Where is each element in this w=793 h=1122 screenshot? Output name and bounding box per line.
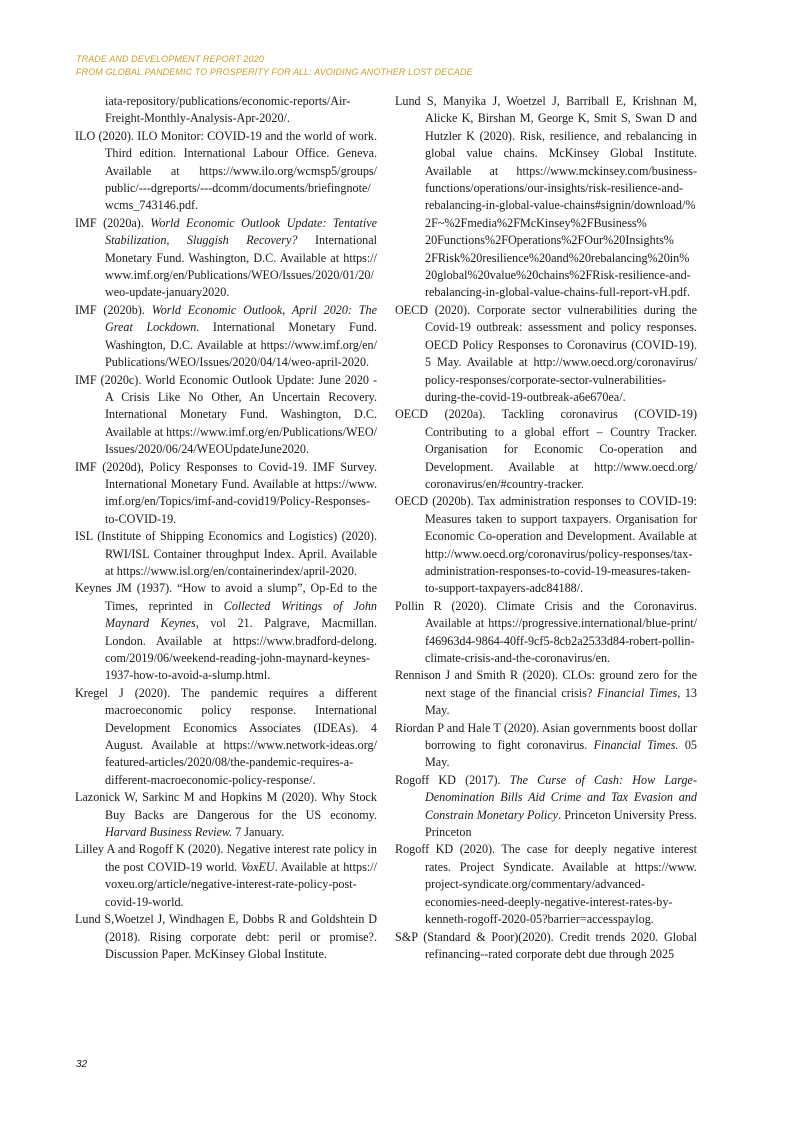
reference-entry [75, 528, 377, 580]
report-subtitle: FROM GLOBAL PANDEMIC TO PROSPERITY FOR ALL: AVOIDING ANOTHER LOST DECADE [76, 66, 473, 77]
reference-text: IMF (2020d), Policy Responses to Covid-19. IMF Survey. International Monetary Fund. Available at https://www.imf.org/en/Topics/imf-and-covid19/Policy-Responses-to-COVID-19. [75, 459, 377, 526]
reference-entry [75, 215, 377, 302]
reference-entry [75, 580, 377, 684]
reference-text: Kregel J (2020). The pandemic requires a different macroeconomic policy response. International Development Economics Associates (IDEAs). 4 August. Available at https://www.network-ideas.org/featured-articles/2020/08/the-pandemic-requires-a-different-macroeconomic-policy-response/. [75, 685, 377, 787]
reference-entry [75, 789, 377, 841]
reference-text: OECD (2020a). Tackling coronavirus (COVID-19) Contributing to a global effort – Country Tracker. Organisation for Economic Co-operation and Development. Available at http://www.oecd.org/coronavirus/en/#country-tracker. [395, 407, 698, 491]
reference-title-italic: Financial Times [597, 685, 678, 700]
left-reference-column [75, 93, 377, 963]
reference-entry [75, 128, 377, 215]
reference-lead: Riordan P and Hale T (2020). Asian governments boost dollar borrowing to fight coronavirus. [395, 720, 697, 753]
reference-text: Lund S, Manyika J, Woetzel J, Barriball E, Krishnan M, Alicke K, Birshan M, George K, Smit S, Swan D and Hutzler K (2020). Risk, resilience, and rebalancing in global value chains. McKinsey Global Institute. Available at https://www.mckinsey.com/business-functions/operations/our-insights/risk-resilience-and-rebalancing-in-global-value-chains#signin/download/%2F~%2Fmedia%2FMcKinsey%2FBusiness%20Functions%2FOperations%2FOur%20Insights%2FRisk%20resilience%20and%20rebalancing%20in%20global%20value%20chains%2FRisk-resilience-and-rebalancing-in-global-value-chains-full-report-vH.pdf. [395, 94, 697, 300]
reference-text: ISL (Institute of Shipping Economics and Logistics) (2020). RWI/ISL Container throughput Index. April. Available at https://www.isl.org/en/containerindex/april-2020. [75, 529, 378, 578]
reference-tail: , vol 21. Palgrave, Macmillan. London. Available at https://www.bradford-delong.com/2019/06/weekend-reading-john-maynard-keynes-1937-how-to-avoid-a-slump.html. [105, 616, 377, 683]
reference-text: OECD (2020). Corporate sector vulnerabilities during the Covid-19 outbreak: assessment and policy responses. OECD Policy Responses to Coronavirus (COVID-19). 5 May. Available at http://www.oecd.org/coronavirus/policy-responses/corporate-sector-vulnerabilities-during-the-covid-19-outbreak-a6e670ea/. [395, 302, 698, 404]
reference-entry [395, 841, 697, 928]
reference-tail: 05 May. [425, 738, 697, 770]
reference-tail: . Princeton University Press.Princeton [425, 807, 698, 840]
reference-text: iata-repository/publications/economic-reports/Air-Freight-Monthly-Analysis-Apr-2020/. [105, 94, 351, 126]
reference-text: Rogoff KD (2020). The case for deeply negative interest rates. Project Syndicate. Available at https://www.project-syndicate.org/commentary/advanced-economies-need-deeply-negative-interest-rates-by-kenneth-rogoff-2020-05?barrier=accesspaylog. [395, 842, 697, 927]
reference-text: S&P (Standard & Poor)(2020). Credit trends 2020. Global refinancing--rated corporate debt due through 2025 [395, 929, 697, 961]
reference-entry [395, 720, 697, 772]
reference-title-italic: Financial Times. [593, 738, 679, 753]
reference-title-italic: Harvard Business Review. [105, 825, 233, 840]
reference-lead: IMF (2020b). [75, 302, 145, 317]
report-title: TRADE AND DEVELOPMENT REPORT 2020 [76, 54, 264, 64]
reference-entry [395, 493, 697, 597]
reference-lead: Keynes JM (1937). “How to avoid a slump”, Op-Ed to the Times, reprinted in [75, 581, 377, 613]
reference-lead: Rogoff KD (2017). [395, 772, 501, 787]
reference-tail: International Monetary Fund. Washington, D.C. Available at https://www.imf.org/en/Publications/WEO/Issues/2020/01/20/weo-update-january2020. [105, 233, 378, 300]
reference-lead: Rennison J and Smith R (2020). CLOs: ground zero for the next stage of the financial crisis? [395, 668, 698, 700]
reference-text: Lund S,Woetzel J, Windhagen E, Dobbs R and Goldshtein D (2018). Rising corporate debt: peril or promise?. Discussion Paper. McKinsey Global Institute. [75, 912, 377, 961]
reference-lead: Lilley A and Rogoff K (2020). Negative interest rate policy in the post COVID-19 world. [75, 842, 377, 874]
reference-tail: 7 January. [232, 825, 285, 840]
reference-entry [75, 685, 377, 789]
reference-entry [75, 93, 377, 128]
reference-title-italic: VoxEU [240, 859, 275, 874]
reference-title-italic: World Economic Outlook, April 2020: The Great Lockdown [105, 302, 377, 335]
reference-tail: , 13 May. [425, 685, 698, 718]
reference-entry [395, 667, 697, 719]
right-reference-column [395, 93, 697, 963]
reference-entry [75, 302, 377, 372]
running-header [76, 53, 736, 78]
reference-text: IMF (2020c). World Economic Outlook Update: June 2020 - A Crisis Like No Other, An Uncertain Recovery. International Monetary Fund. Washington, D.C. Available at https://www.imf.org/en/Publications/WEO/Issues/2020/06/24/WEOUpdateJune2020. [75, 372, 378, 457]
reference-text: ILO (2020). ILO Monitor: COVID-19 and the world of work. Third edition. International Labour Office. Geneva. Available at https://www.ilo.org/wcmsp5/groups/public/---dgreports/---dcomm/documents/briefingnote/wcms_743146.pdf. [75, 128, 377, 213]
reference-title-italic: The Curse of Cash: How Large-Denomination Bills Aid Crime and Tax Evasion and Constrain Monetary Policy [425, 772, 697, 822]
reference-entry [75, 911, 377, 963]
reference-entry [395, 598, 697, 668]
reference-entry [395, 929, 697, 964]
reference-entry [395, 93, 697, 302]
reference-lead: IMF (2020a). [75, 215, 144, 230]
reference-text: Pollin R (2020). Climate Crisis and the Coronavirus. Available at https://progressive.international/blue-print/f46963d4-9864-40ff-9cf5-8cb2a2533d84-robert-pollin-climate-crisis-and-the-coronavirus/en. [395, 598, 697, 665]
reference-entry [395, 772, 697, 842]
reference-lead: Lazonick W, Sarkinc M and Hopkins M (2020). Why Stock Buy Backs are Dangerous for the US economy. [75, 790, 378, 822]
reference-entry [75, 372, 377, 459]
reference-entry [395, 406, 697, 493]
reference-tail: . International Monetary Fund. Washington, D.C. Available at https://www.imf.org/en/Publications/WEO/Issues/2020/04/14/weo-april-2020. [105, 320, 378, 370]
reference-title-italic: World Economic Outlook Update: Tentative Stabilization, Sluggish Recovery? [105, 215, 377, 248]
reference-entry [395, 302, 697, 406]
reference-text: OECD (2020b). Tax administration responses to COVID-19: Measures taken to support taxpayers. Organisation for Economic Co-operation and Development. Available at http://www.oecd.org/coronavirus/policy-responses/tax-administration-responses-to-covid-19-measures-taken-to-support-taxpayers-adc84188/. [395, 494, 698, 596]
reference-entry [75, 459, 377, 529]
page-number: 32 [76, 1059, 88, 1070]
reference-title-italic: Collected Writings of John Maynard Keynes [105, 598, 377, 631]
reference-tail: . Available at https://voxeu.org/article/negative-interest-rate-policy-post-covid-19-world. [105, 859, 377, 909]
reference-entry [75, 841, 377, 911]
